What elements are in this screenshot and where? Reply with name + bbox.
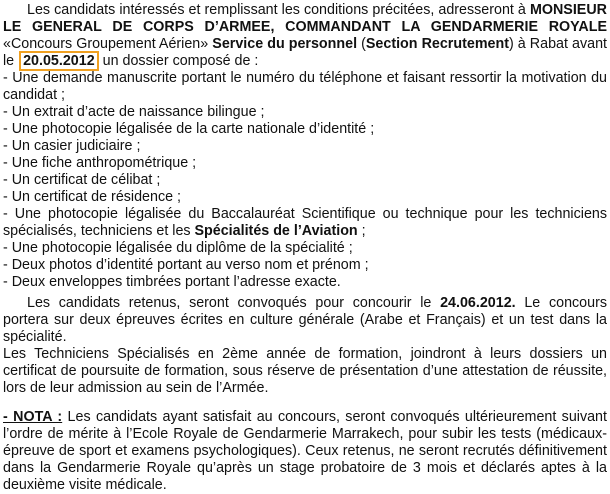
nota-text: Les candidats ayant satisfait au concours, seront convoqués ultérieurement suivant l’ordre de mérite à l’Ecole Royale de Gendarmerie Marrakech, pour subir les tests (médicaux-épreuve de sport et examens psychologiques). Ceux retenus, ne seront recrutés définitivement dans la Gendarmerie Royale qu’après un stage probatoire de 3 mois et déclarés aptes à la deuxième visite médicale. [3,409,607,493]
nota-label: - NOTA : [3,409,63,425]
bac-text: - Une photocopie légalisée du Baccalauréat Scientifique ou technique pour les techniciens spécialisés, techniciens et les [3,206,607,239]
list-item: - Un certificat de résidence ; [3,189,181,205]
list-item: - Une fiche anthropométrique ; [3,155,197,171]
contest-paragraph [3,295,607,346]
bac-end: ; [357,223,366,239]
section-name: Section Recrutement [365,36,509,52]
list-item: - Une photocopie légalisée du diplôme de la spécialité ; [3,240,353,256]
aviation-specialities: Spécialités de l’Aviation [194,223,358,239]
list-item: - Une demande manuscrite portant le numéro du téléphone et faisant ressortir la motivation du candidat ; [3,70,607,103]
contest-details: Le concours portera sur deux épreuves écrites en culture générale (Arabe et Français) et un test dans la spécialité. [3,295,607,345]
dossier-intro: un dossier composé de : [98,53,259,69]
technicians-paragraph: Les Techniciens Spécialisés en 2ème année de formation, joindront à leurs dossiers un certificat de poursuite de formation, sous réserve de présentation d’une attestation de réussite, lors de leur admission au sein de l’Armée. [3,346,607,396]
list-item: - Deux photos d’identité portant au verso nom et prénom ; [3,257,369,273]
required-documents-list [3,70,607,291]
location-text: ) à Rabat avant le [3,36,607,69]
paren-open: ( [357,36,366,52]
application-paragraph [3,2,607,70]
list-item [3,206,607,240]
nota-paragraph [3,409,607,494]
deadline-date: 20.05.2012 [19,51,99,71]
service-name: Service du personnel [212,36,358,52]
contest-intro: Les candidats retenus, seront convoqués pour concourir le [27,295,441,311]
announcement-document [3,2,607,494]
list-item: - Un extrait d’acte de naissance bilingue ; [3,104,265,120]
list-item: - Un certificat de célibat ; [3,172,161,188]
intro-text: Les candidats intéressés et remplissant les conditions précitées, adresseront à [27,2,530,18]
contest-name: «Concours Groupement Aérien» [3,36,213,52]
contest-date: 24.06.2012. [440,295,516,311]
list-item: - Une photocopie légalisée de la carte nationale d’identité ; [3,121,375,137]
list-item: - Deux enveloppes timbrées portant l’adresse exacte. [3,274,341,290]
recipient-title: MONSIEUR LE GENERAL DE CORPS D’ARMEE, COMMANDANT LA GENDARMERIE ROYALE [3,2,607,35]
list-item: - Un casier judiciaire ; [3,138,141,154]
